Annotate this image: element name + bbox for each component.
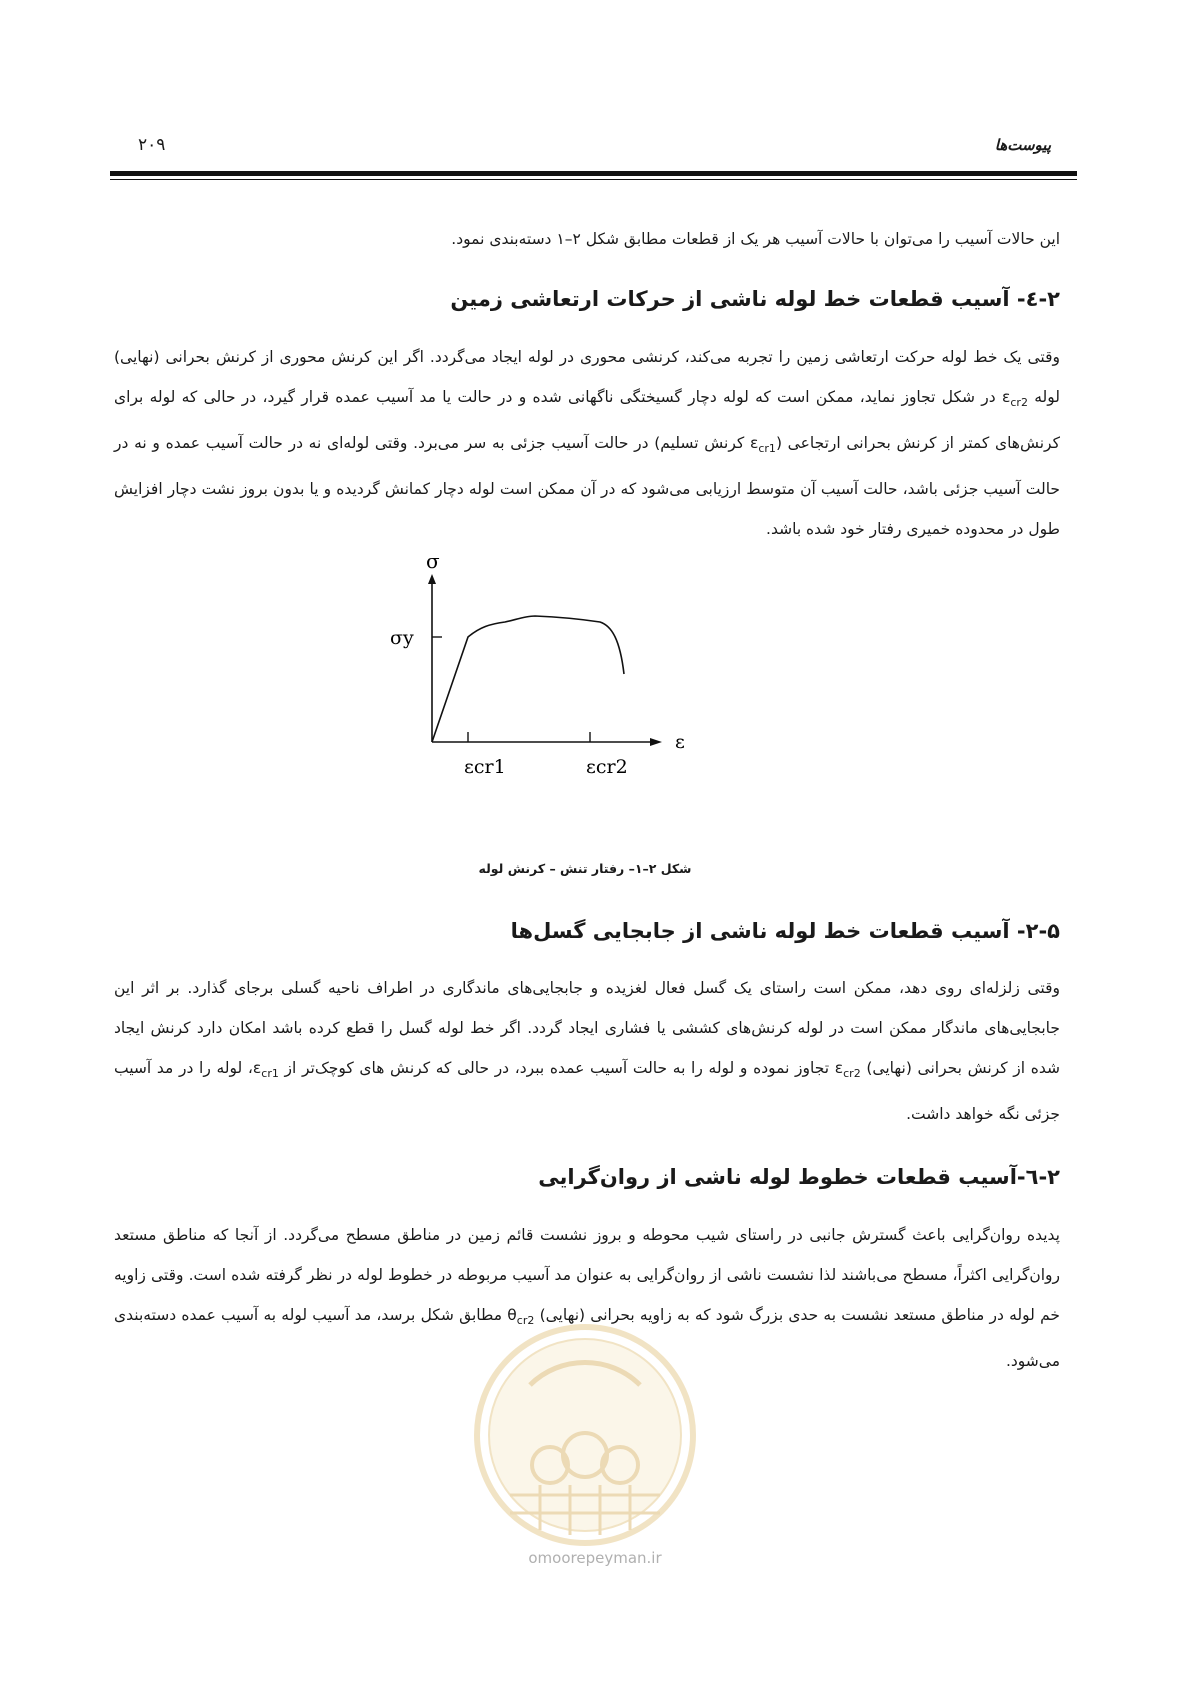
epsilon-cr2-symbol: $\varepsilon_{cr2}$ (1001, 388, 1028, 410)
sigma-label: σ (426, 549, 440, 573)
running-title: پیوست‌ها (994, 136, 1051, 154)
theta-cr2-symbol: $\theta_{cr2}$ (507, 1306, 535, 1328)
y-axis-arrow (428, 574, 436, 584)
section-5-heading: ۲-۵- آسیب قطعات خط لوله ناشی از جابجایی گسل‌ها (510, 919, 1060, 943)
figure-caption: شکل ۲–۱– رفتار تنش – کرنش لوله (478, 861, 692, 876)
section-4-heading: ۲-٤- آسیب قطعات خط لوله ناشی از حرکات ارتعاشی زمین (450, 287, 1060, 311)
stress-strain-figure (390, 549, 780, 862)
section-6-paragraph: پدیده روان‌گرایی باعث گسترش جانبی در راستای شیب محوطه و بروز نشست قائم زمین در مناطق مسطح می‌گردد. از آنجا که مناطق مستعد روان‌گرایی اکثراً، مسطح می‌باشند لذا نشست ناشی از روان‌گرایی به عنوان مد آسیب مربوطه در خطوط لوله در نظر گرفته شده است. وقتی زاویه خم لوله در مناطق مستعد نشست به حدی بزرگ شود که به زاویه بحرانی (نهایی) $\theta_{cr2}$ مطابق شکل برسد، مد آسیب لوله به آسیب عمده دسته‌بندی می‌شود. (114, 1226, 1060, 1371)
section-5-paragraph: وقتی زلزله‌ای روی دهد، ممکن است راستای یک گسل فعال لغزیده و جابجایی‌های ماندگاری در اطراف ناحیه گسلی برجای گذارد. بر اثر این جابجایی‌های ماندگار ممکن است در لوله کرنش‌های کششی یا فشاری ایجاد گردد. اگر خط لوله گسل را قطع کرده باشد امکان دارد کرنش ایجاد شده از کرنش بحرانی (نهایی) $\varepsilon_{cr2}$ تجاوز نموده و لوله را به حالت آسیب عمده ببرد، در حالی که کرنش های کوچک‌تر از $\varepsilon_{cr1}،$ لوله را در مد آسیب جزئی نگه خواهد داشت. (114, 979, 1060, 1124)
sigma-y-label: σy (390, 627, 414, 649)
watermark-text: omoorepeyman.ir (528, 1549, 662, 1567)
section-4-paragraph: وقتی یک خط لوله حرکت ارتعاشی زمین را تجربه می‌کند، کرنشی محوری در لوله ایجاد می‌گردد. اگر این کرنش محوری از کرنش بحرانی (نهایی) لوله $\varepsilon_{cr2}$ در شکل تجاوز نماید، ممکن است که لوله دچار گسیختگی ناگهانی شده و در حالت یا مد آسیب عمده قرار گیرد، در حالی که لوله برای کرنش‌های کمتر از کرنش بحرانی ارتجاعی ($\varepsilon_{cr1}$ کرنش تسلیم) در حالت آسیب جزئی به سر می‌برد. وقتی لوله‌ای نه در حالت آسیب عمده و نه در حالت آسیب جزئی باشد، حالت آسیب آن متوسط ارزیابی می‌شود که در آن ممکن است لوله دچار کمانش گردیده و یا بدون بروز نشت دچار افزایش طول در محدوده خمیری رفتار خود شده باشد. (114, 348, 1060, 539)
epsilon-cr2-symbol: $\varepsilon_{cr2}$ (834, 1059, 861, 1081)
stress-strain-curve (432, 616, 624, 742)
section-6-heading: ۲-٦-آسیب قطعات خطوط لوله ناشی از روان‌گرایی (538, 1165, 1060, 1189)
x-axis-arrow (650, 738, 662, 746)
epsilon-cr1-symbol: $\varepsilon_{cr1}$ (749, 434, 776, 456)
header-rule-thin (110, 179, 1077, 180)
epsilon-cr1-label: εcr1 (464, 756, 506, 778)
epsilon-cr2-label: εcr2 (586, 756, 628, 778)
watermark-seal-icon (470, 1305, 700, 1565)
intro-paragraph: این حالات آسیب را می‌توان با حالات آسیب هر یک از قطعات مطابق شکل ۲–۱ دسته‌بندی نمود. (451, 230, 1060, 248)
epsilon-label: ε (675, 731, 685, 753)
page-number: ۲۰۹ (138, 135, 166, 155)
header-rule-thick (110, 171, 1077, 176)
epsilon-cr1-symbol: $\varepsilon_{cr1}$ (252, 1059, 279, 1081)
